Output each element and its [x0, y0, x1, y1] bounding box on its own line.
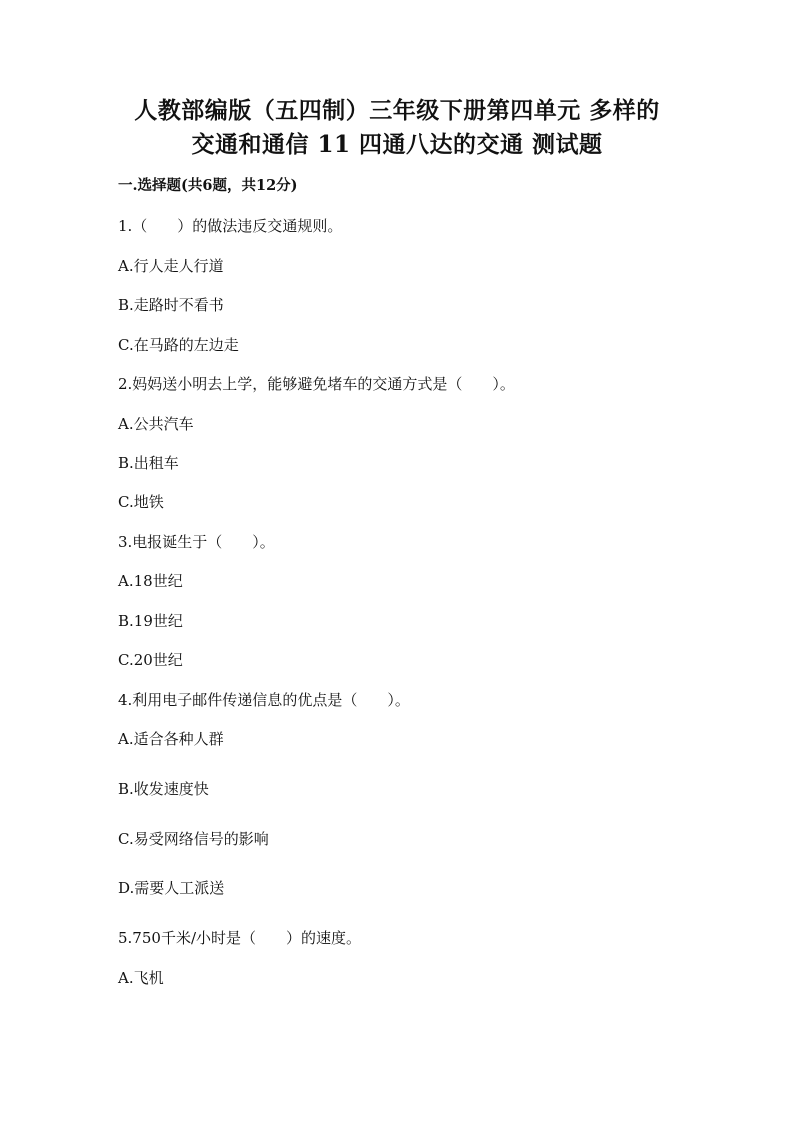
question-1-option-a: A.行人走人行道: [118, 257, 224, 275]
question-3-stem: 3.电报诞生于（ ）。: [118, 533, 275, 551]
question-5-stem: 5.750千米/小时是（ ）的速度。: [118, 929, 361, 947]
question-2-option-a: A.公共汽车: [118, 415, 194, 433]
question-2-option-b: B.出租车: [118, 454, 179, 472]
question-1-option-c: C.在马路的左边走: [118, 336, 239, 354]
question-4-option-c: C.易受网络信号的影响: [118, 830, 269, 848]
section-header: 一.选择题(共6题，共12分): [118, 177, 298, 194]
question-3-option-a: A.18世纪: [118, 572, 183, 590]
question-2-stem: 2.妈妈送小明去上学，能够避免堵车的交通方式是（ ）。: [118, 375, 515, 393]
question-3-option-c: C.20世纪: [118, 651, 183, 669]
question-4-option-a: A.适合各种人群: [118, 730, 224, 748]
document-title-line-1: 人教部编版（五四制）三年级下册第四单元 多样的: [134, 97, 660, 124]
question-1-option-b: B.走路时不看书: [118, 296, 224, 314]
question-4-option-b: B.收发速度快: [118, 780, 209, 798]
question-1-stem: 1.（ ）的做法违反交通规则。: [118, 217, 343, 235]
question-3-option-b: B.19世纪: [118, 612, 183, 630]
question-5-option-a: A.飞机: [118, 969, 164, 987]
question-4-stem: 4.利用电子邮件传递信息的优点是（ ）。: [118, 691, 410, 709]
document-title-line-2: 交通和通信 11 四通八达的交通 测试题: [191, 131, 603, 158]
question-4-option-d: D.需要人工派送: [118, 879, 225, 897]
question-2-option-c: C.地铁: [118, 493, 164, 511]
